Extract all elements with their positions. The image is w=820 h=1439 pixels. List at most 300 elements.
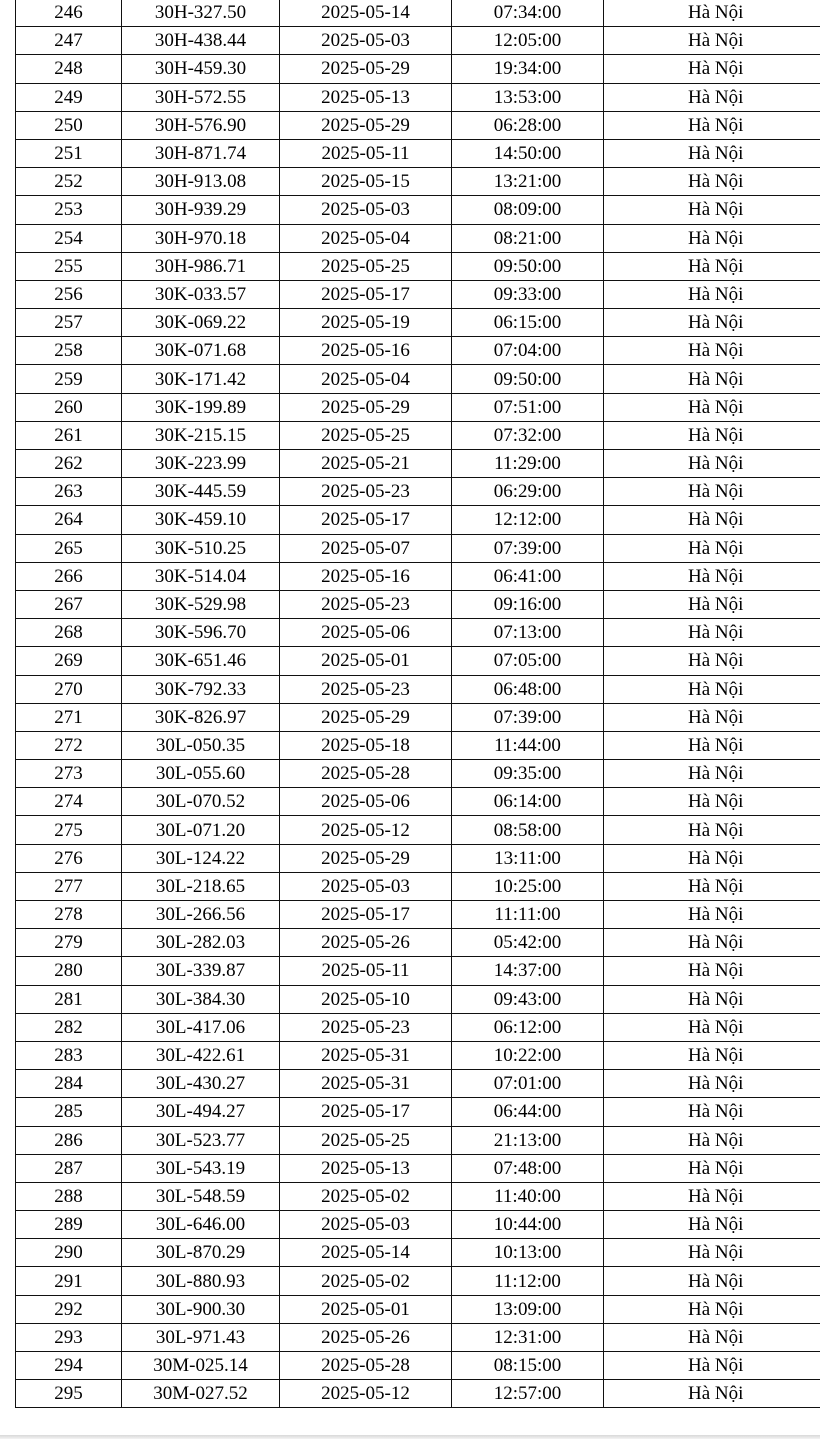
license-plate-cell: 30H-438.44 [122,27,280,55]
row-number-cell: 285 [16,1098,122,1126]
table-row [16,421,820,449]
row-number-cell: 268 [16,619,122,647]
violation-time-cell: 08:15:00 [452,1352,604,1380]
violation-date-cell: 2025-05-11 [280,957,452,985]
violation-date-cell: 2025-05-29 [280,55,452,83]
location-cell: Hà Nội [604,1352,820,1380]
license-plate-cell: 30L-339.87 [122,957,280,985]
violation-time-cell: 07:32:00 [452,421,604,449]
table-row [16,393,820,421]
row-number-cell: 275 [16,816,122,844]
location-cell: Hà Nội [604,337,820,365]
location-cell: Hà Nội [604,168,820,196]
table-row [16,224,820,252]
table-row [16,1380,820,1408]
row-number-cell: 256 [16,280,122,308]
row-number-cell: 278 [16,901,122,929]
violation-date-cell: 2025-05-26 [280,929,452,957]
violation-time-cell: 06:12:00 [452,1013,604,1041]
row-number-cell: 280 [16,957,122,985]
violation-time-cell: 09:43:00 [452,985,604,1013]
violation-date-cell: 2025-05-28 [280,760,452,788]
violation-date-cell: 2025-05-17 [280,506,452,534]
violation-time-cell: 11:40:00 [452,1182,604,1210]
row-number-cell: 281 [16,985,122,1013]
violation-date-cell: 2025-05-29 [280,703,452,731]
table-row [16,1013,820,1041]
row-number-cell: 292 [16,1295,122,1323]
table-row [16,478,820,506]
violation-time-cell: 09:50:00 [452,365,604,393]
row-number-cell: 264 [16,506,122,534]
row-number-cell: 284 [16,1070,122,1098]
violation-date-cell: 2025-05-29 [280,844,452,872]
license-plate-cell: 30L-055.60 [122,760,280,788]
violation-date-cell: 2025-05-04 [280,224,452,252]
row-number-cell: 274 [16,788,122,816]
violation-date-cell: 2025-05-31 [280,1070,452,1098]
violation-time-cell: 06:29:00 [452,478,604,506]
row-number-cell: 250 [16,111,122,139]
license-plate-cell: 30H-459.30 [122,55,280,83]
violation-date-cell: 2025-05-31 [280,1041,452,1069]
table-row [16,309,820,337]
location-cell: Hà Nội [604,224,820,252]
location-cell: Hà Nội [604,590,820,618]
violation-date-cell: 2025-05-12 [280,816,452,844]
violation-time-cell: 07:04:00 [452,337,604,365]
violation-time-cell: 11:44:00 [452,731,604,759]
location-cell: Hà Nội [604,703,820,731]
table-row [16,337,820,365]
row-number-cell: 270 [16,675,122,703]
location-cell: Hà Nội [604,1041,820,1069]
location-cell: Hà Nội [604,27,820,55]
table-row [16,1211,820,1239]
table-row [16,27,820,55]
violation-date-cell: 2025-05-03 [280,196,452,224]
violation-time-cell: 06:15:00 [452,309,604,337]
violation-date-cell: 2025-05-14 [280,0,452,27]
table-row [16,83,820,111]
table-row [16,1098,820,1126]
table-row [16,1041,820,1069]
violation-time-cell: 19:34:00 [452,55,604,83]
location-cell: Hà Nội [604,55,820,83]
license-plate-cell: 30K-223.99 [122,450,280,478]
license-plate-cell: 30K-459.10 [122,506,280,534]
violation-time-cell: 06:48:00 [452,675,604,703]
row-number-cell: 248 [16,55,122,83]
violation-time-cell: 12:12:00 [452,506,604,534]
license-plate-cell: 30K-529.98 [122,590,280,618]
violation-time-cell: 09:33:00 [452,280,604,308]
violation-time-cell: 10:44:00 [452,1211,604,1239]
table-row [16,0,820,27]
violation-time-cell: 08:58:00 [452,816,604,844]
license-plate-cell: 30K-199.89 [122,393,280,421]
violation-date-cell: 2025-05-01 [280,647,452,675]
row-number-cell: 259 [16,365,122,393]
row-number-cell: 282 [16,1013,122,1041]
license-plate-cell: 30K-514.04 [122,562,280,590]
location-cell: Hà Nội [604,929,820,957]
violation-time-cell: 06:14:00 [452,788,604,816]
location-cell: Hà Nội [604,506,820,534]
violation-time-cell: 14:50:00 [452,139,604,167]
violation-time-cell: 09:16:00 [452,590,604,618]
license-plate-cell: 30K-033.57 [122,280,280,308]
license-plate-cell: 30H-913.08 [122,168,280,196]
violation-date-cell: 2025-05-25 [280,421,452,449]
location-cell: Hà Nội [604,1380,820,1408]
license-plate-cell: 30L-900.30 [122,1295,280,1323]
row-number-cell: 266 [16,562,122,590]
violation-time-cell: 14:37:00 [452,957,604,985]
violation-date-cell: 2025-05-12 [280,1380,452,1408]
row-number-cell: 258 [16,337,122,365]
license-plate-cell: 30L-880.93 [122,1267,280,1295]
violation-date-cell: 2025-05-11 [280,139,452,167]
license-plate-cell: 30H-970.18 [122,224,280,252]
location-cell: Hà Nội [604,1323,820,1351]
violation-date-cell: 2025-05-03 [280,1211,452,1239]
location-cell: Hà Nội [604,985,820,1013]
table-row [16,280,820,308]
table-row [16,55,820,83]
violation-date-cell: 2025-05-29 [280,111,452,139]
location-cell: Hà Nội [604,816,820,844]
license-plate-cell: 30K-792.33 [122,675,280,703]
license-plate-cell: 30H-871.74 [122,139,280,167]
row-number-cell: 249 [16,83,122,111]
table-row [16,872,820,900]
row-number-cell: 287 [16,1154,122,1182]
row-number-cell: 283 [16,1041,122,1069]
location-cell: Hà Nội [604,478,820,506]
violation-date-cell: 2025-05-15 [280,168,452,196]
table-row [16,1295,820,1323]
table-row [16,1126,820,1154]
violation-time-cell: 13:09:00 [452,1295,604,1323]
row-number-cell: 293 [16,1323,122,1351]
row-number-cell: 291 [16,1267,122,1295]
row-number-cell: 247 [16,27,122,55]
row-number-cell: 277 [16,872,122,900]
violation-table-body [16,0,820,1408]
row-number-cell: 286 [16,1126,122,1154]
row-number-cell: 252 [16,168,122,196]
violation-time-cell: 11:12:00 [452,1267,604,1295]
license-plate-cell: 30H-327.50 [122,0,280,27]
violation-date-cell: 2025-05-04 [280,365,452,393]
location-cell: Hà Nội [604,83,820,111]
license-plate-cell: 30H-939.29 [122,196,280,224]
violation-date-cell: 2025-05-02 [280,1182,452,1210]
row-number-cell: 261 [16,421,122,449]
row-number-cell: 288 [16,1182,122,1210]
license-plate-cell: 30L-218.65 [122,872,280,900]
violation-date-cell: 2025-05-03 [280,27,452,55]
license-plate-cell: 30L-548.59 [122,1182,280,1210]
violation-time-cell: 06:44:00 [452,1098,604,1126]
location-cell: Hà Nội [604,1126,820,1154]
violation-date-cell: 2025-05-23 [280,590,452,618]
license-plate-cell: 30K-069.22 [122,309,280,337]
table-row [16,1239,820,1267]
table-row [16,196,820,224]
violation-date-cell: 2025-05-01 [280,1295,452,1323]
location-cell: Hà Nội [604,1154,820,1182]
license-plate-cell: 30M-027.52 [122,1380,280,1408]
license-plate-cell: 30L-124.22 [122,844,280,872]
row-number-cell: 255 [16,252,122,280]
table-row [16,534,820,562]
license-plate-cell: 30L-282.03 [122,929,280,957]
location-cell: Hà Nội [604,619,820,647]
license-plate-cell: 30L-494.27 [122,1098,280,1126]
row-number-cell: 253 [16,196,122,224]
violation-date-cell: 2025-05-03 [280,872,452,900]
location-cell: Hà Nội [604,309,820,337]
violation-time-cell: 08:21:00 [452,224,604,252]
location-cell: Hà Nội [604,139,820,167]
table-row [16,365,820,393]
location-cell: Hà Nội [604,957,820,985]
violation-time-cell: 07:51:00 [452,393,604,421]
row-number-cell: 294 [16,1352,122,1380]
violation-date-cell: 2025-05-16 [280,562,452,590]
violation-date-cell: 2025-05-06 [280,788,452,816]
violation-time-cell: 05:42:00 [452,929,604,957]
license-plate-cell: 30M-025.14 [122,1352,280,1380]
violation-date-cell: 2025-05-25 [280,1126,452,1154]
violation-time-cell: 12:05:00 [452,27,604,55]
location-cell: Hà Nội [604,111,820,139]
violation-time-cell: 07:39:00 [452,703,604,731]
violation-time-cell: 21:13:00 [452,1126,604,1154]
violation-time-cell: 06:28:00 [452,111,604,139]
location-cell: Hà Nội [604,1211,820,1239]
table-row [16,506,820,534]
table-row [16,1182,820,1210]
violation-date-cell: 2025-05-29 [280,393,452,421]
violation-table [15,0,820,1408]
row-number-cell: 260 [16,393,122,421]
table-row [16,901,820,929]
violation-date-cell: 2025-05-26 [280,1323,452,1351]
violation-date-cell: 2025-05-17 [280,1098,452,1126]
license-plate-cell: 30L-422.61 [122,1041,280,1069]
row-number-cell: 263 [16,478,122,506]
violation-time-cell: 07:01:00 [452,1070,604,1098]
location-cell: Hà Nội [604,647,820,675]
license-plate-cell: 30L-384.30 [122,985,280,1013]
violation-date-cell: 2025-05-14 [280,1239,452,1267]
location-cell: Hà Nội [604,562,820,590]
table-row [16,675,820,703]
license-plate-cell: 30K-826.97 [122,703,280,731]
violation-time-cell: 09:35:00 [452,760,604,788]
row-number-cell: 257 [16,309,122,337]
table-row [16,731,820,759]
table-row [16,590,820,618]
location-cell: Hà Nội [604,675,820,703]
license-plate-cell: 30K-215.15 [122,421,280,449]
row-number-cell: 254 [16,224,122,252]
table-row [16,111,820,139]
violation-date-cell: 2025-05-10 [280,985,452,1013]
table-row [16,1267,820,1295]
table-row [16,647,820,675]
license-plate-cell: 30L-971.43 [122,1323,280,1351]
violation-time-cell: 11:29:00 [452,450,604,478]
violation-date-cell: 2025-05-06 [280,619,452,647]
violation-date-cell: 2025-05-17 [280,901,452,929]
license-plate-cell: 30H-576.90 [122,111,280,139]
violation-time-cell: 10:13:00 [452,1239,604,1267]
violation-date-cell: 2025-05-13 [280,83,452,111]
violation-date-cell: 2025-05-23 [280,675,452,703]
violation-date-cell: 2025-05-19 [280,309,452,337]
row-number-cell: 273 [16,760,122,788]
license-plate-cell: 30K-445.59 [122,478,280,506]
location-cell: Hà Nội [604,365,820,393]
violation-date-cell: 2025-05-16 [280,337,452,365]
violation-time-cell: 12:57:00 [452,1380,604,1408]
table-row [16,985,820,1013]
license-plate-cell: 30L-430.27 [122,1070,280,1098]
license-plate-cell: 30L-543.19 [122,1154,280,1182]
violation-date-cell: 2025-05-02 [280,1267,452,1295]
violation-date-cell: 2025-05-21 [280,450,452,478]
table-row [16,1070,820,1098]
table-row [16,252,820,280]
table-row [16,1352,820,1380]
violation-time-cell: 11:11:00 [452,901,604,929]
violation-date-cell: 2025-05-13 [280,1154,452,1182]
location-cell: Hà Nội [604,1070,820,1098]
violation-time-cell: 09:50:00 [452,252,604,280]
violation-time-cell: 13:11:00 [452,844,604,872]
violation-date-cell: 2025-05-28 [280,1352,452,1380]
location-cell: Hà Nội [604,788,820,816]
violation-time-cell: 10:25:00 [452,872,604,900]
row-number-cell: 265 [16,534,122,562]
location-cell: Hà Nội [604,393,820,421]
table-row [16,139,820,167]
license-plate-cell: 30H-572.55 [122,83,280,111]
table-row [16,760,820,788]
location-cell: Hà Nội [604,731,820,759]
location-cell: Hà Nội [604,280,820,308]
license-plate-cell: 30K-071.68 [122,337,280,365]
table-row [16,1154,820,1182]
row-number-cell: 269 [16,647,122,675]
row-number-cell: 290 [16,1239,122,1267]
violation-date-cell: 2025-05-17 [280,280,452,308]
violation-time-cell: 07:34:00 [452,0,604,27]
license-plate-cell: 30K-510.25 [122,534,280,562]
row-number-cell: 276 [16,844,122,872]
location-cell: Hà Nội [604,1295,820,1323]
license-plate-cell: 30L-266.56 [122,901,280,929]
location-cell: Hà Nội [604,1013,820,1041]
table-row [16,1323,820,1351]
page-bottom-edge [0,1435,820,1439]
row-number-cell: 279 [16,929,122,957]
table-row [16,168,820,196]
location-cell: Hà Nội [604,1098,820,1126]
table-row [16,816,820,844]
location-cell: Hà Nội [604,1239,820,1267]
license-plate-cell: 30K-171.42 [122,365,280,393]
table-row [16,562,820,590]
table-row [16,957,820,985]
violation-time-cell: 08:09:00 [452,196,604,224]
location-cell: Hà Nội [604,844,820,872]
location-cell: Hà Nội [604,421,820,449]
violation-time-cell: 13:53:00 [452,83,604,111]
license-plate-cell: 30L-646.00 [122,1211,280,1239]
license-plate-cell: 30L-870.29 [122,1239,280,1267]
table-row [16,788,820,816]
license-plate-cell: 30L-050.35 [122,731,280,759]
violation-time-cell: 13:21:00 [452,168,604,196]
table-row [16,929,820,957]
license-plate-cell: 30L-417.06 [122,1013,280,1041]
license-plate-cell: 30H-986.71 [122,252,280,280]
location-cell: Hà Nội [604,534,820,562]
violation-date-cell: 2025-05-18 [280,731,452,759]
table-row [16,844,820,872]
violation-time-cell: 07:39:00 [452,534,604,562]
table-row [16,450,820,478]
violation-date-cell: 2025-05-25 [280,252,452,280]
violation-time-cell: 10:22:00 [452,1041,604,1069]
violation-date-cell: 2025-05-07 [280,534,452,562]
license-plate-cell: 30L-071.20 [122,816,280,844]
violation-date-cell: 2025-05-23 [280,1013,452,1041]
location-cell: Hà Nội [604,1267,820,1295]
violation-date-cell: 2025-05-23 [280,478,452,506]
violation-time-cell: 12:31:00 [452,1323,604,1351]
location-cell: Hà Nội [604,196,820,224]
license-plate-cell: 30L-070.52 [122,788,280,816]
row-number-cell: 289 [16,1211,122,1239]
location-cell: Hà Nội [604,760,820,788]
row-number-cell: 262 [16,450,122,478]
violation-time-cell: 07:05:00 [452,647,604,675]
table-row [16,703,820,731]
row-number-cell: 246 [16,0,122,27]
location-cell: Hà Nội [604,901,820,929]
table-row [16,619,820,647]
row-number-cell: 251 [16,139,122,167]
location-cell: Hà Nội [604,0,820,27]
violation-time-cell: 07:13:00 [452,619,604,647]
violation-time-cell: 06:41:00 [452,562,604,590]
license-plate-cell: 30K-596.70 [122,619,280,647]
row-number-cell: 295 [16,1380,122,1408]
row-number-cell: 271 [16,703,122,731]
license-plate-cell: 30L-523.77 [122,1126,280,1154]
location-cell: Hà Nội [604,252,820,280]
row-number-cell: 267 [16,590,122,618]
location-cell: Hà Nội [604,1182,820,1210]
location-cell: Hà Nội [604,450,820,478]
location-cell: Hà Nội [604,872,820,900]
